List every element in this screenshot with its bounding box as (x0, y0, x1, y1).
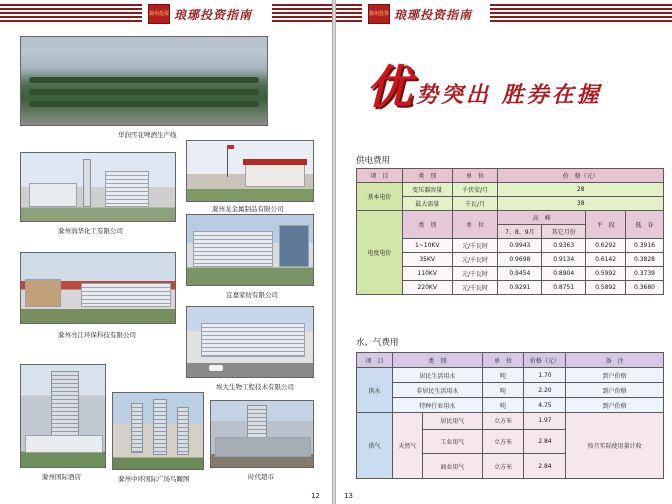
water-gas-price-table (356, 352, 664, 479)
header-unit: 单 位 (452, 169, 498, 183)
table-row (357, 383, 664, 398)
header-item: 项 目 (357, 169, 403, 183)
page-number-left: 12 (311, 492, 320, 500)
cell: 到户价格 (566, 398, 664, 413)
table-row (357, 239, 664, 253)
header-peak-summer: 7、8、9月 (498, 225, 542, 239)
cell: 元/千瓦时 (452, 253, 498, 267)
table-header-row (357, 169, 664, 183)
cell: 立方米 (482, 413, 524, 430)
cell: 0.9363 (542, 239, 586, 253)
header-title-box (362, 2, 490, 26)
gas-label: 供气 (357, 413, 393, 479)
header-flat: 平 段 (586, 211, 626, 239)
header-peak: 高 峰 (498, 211, 586, 225)
cell: 2.20 (524, 383, 566, 398)
cell: 居民生活用水 (392, 368, 482, 383)
header-note: 备 注 (566, 353, 664, 368)
cell: 0.9134 (542, 253, 586, 267)
cell: 居民用气 (422, 413, 482, 430)
header-price: 价 格（元） (498, 169, 664, 183)
table-row (357, 413, 664, 430)
left-page (0, 0, 332, 504)
header-peak-other: 其它月份 (542, 225, 586, 239)
header-unit: 单 位 (482, 353, 524, 368)
cell: 110KV (402, 267, 452, 281)
table-row (357, 267, 664, 281)
caption-lj: 滁州龙金属制品有限公司 (212, 205, 284, 213)
header-category: 类 别 (402, 169, 452, 183)
slogan-first-char: 优 (366, 60, 412, 114)
cell: 2.84 (524, 429, 566, 454)
cell: 4.75 (524, 398, 566, 413)
cell: 0.6142 (586, 253, 626, 267)
brewery-photo (20, 36, 268, 126)
cell: 1.70 (524, 368, 566, 383)
caption-plaza: 滁州中环国际广场鸟瞰图 (118, 475, 190, 483)
gas-type: 天然气 (392, 413, 422, 479)
cell: 元/千瓦时 (452, 239, 498, 253)
header-title-box (142, 2, 272, 26)
cell: 工业用气 (422, 429, 482, 454)
right-page (336, 0, 672, 504)
cell: 0.5992 (586, 267, 626, 281)
cell: 1~10KV (402, 239, 452, 253)
cell: 0.3680 (626, 281, 664, 295)
cell: 1.97 (524, 413, 566, 430)
cell: 商业用气 (422, 454, 482, 479)
cell: 元/千瓦时 (452, 267, 498, 281)
brand-logo-icon: 滁州投资 (368, 4, 390, 24)
cell: 立方米 (482, 429, 524, 454)
table-row (357, 398, 664, 413)
chem-company-photo (20, 152, 176, 222)
left-header (0, 0, 332, 28)
hotel-photo (20, 364, 106, 468)
cell: 0.3828 (626, 253, 664, 267)
power-price-table (356, 168, 664, 295)
cell: 最大需量 (402, 197, 452, 211)
slogan-rest: 势突出 胜券在握 (416, 81, 602, 108)
cell: 非居民生活用水 (392, 383, 482, 398)
header-item: 项 目 (357, 353, 393, 368)
cell: 0.9454 (498, 267, 542, 281)
cell: 特种行业用水 (392, 398, 482, 413)
table-row (357, 197, 664, 211)
caption-hotel: 滁州国际酒店 (42, 473, 81, 481)
supermarket-photo (210, 400, 314, 468)
caption-brewery: 华润雪花啤酒生产线 (118, 131, 177, 139)
water-label: 供水 (357, 368, 393, 413)
table-row (357, 253, 664, 267)
home-textile-photo (186, 214, 314, 286)
header-valley: 低 谷 (626, 211, 664, 239)
cell: 吨 (482, 368, 524, 383)
header-category: 类 别 (402, 211, 452, 239)
cell: 立方米 (482, 454, 524, 479)
water-gas-section-title: 水、气费用 (356, 338, 399, 348)
cell: 0.3739 (626, 267, 664, 281)
cell: 吨 (482, 398, 524, 413)
page-number-right: 13 (344, 492, 353, 500)
cell: 吨 (482, 383, 524, 398)
power-section-title: 供电费用 (356, 156, 391, 166)
table-header-row (357, 353, 664, 368)
cell: 到户价格 (566, 383, 664, 398)
slogan-title (366, 62, 666, 112)
cell: 0.9698 (498, 253, 542, 267)
basic-price-label: 基本电价 (357, 183, 403, 211)
caption-env: 滁州亮江环保科技有限公司 (58, 331, 136, 339)
bio-engineering-photo (186, 306, 314, 378)
energy-price-label: 电度电价 (357, 211, 403, 295)
table-row (357, 183, 664, 197)
cell: 28 (498, 183, 664, 197)
header-price: 价格（元） (524, 353, 566, 368)
brand-logo-icon: 滁州投资 (148, 4, 170, 24)
cell: 0.3916 (626, 239, 664, 253)
caption-home: 宜嘉家纺有限公司 (226, 291, 278, 299)
right-header (336, 0, 672, 28)
caption-chem: 滁州润华化工有限公司 (58, 227, 123, 235)
header-title: 琅琊投资指南 (174, 7, 253, 22)
gas-note: 按月实际使用量计收 (566, 413, 664, 479)
cell: 0.9943 (498, 239, 542, 253)
cell: 千伏安/月 (452, 183, 498, 197)
cell: 千瓦/月 (452, 197, 498, 211)
cell: 35KV (402, 253, 452, 267)
cell: 2.84 (524, 454, 566, 479)
header-unit: 单 位 (452, 211, 498, 239)
cell: 到户价格 (566, 368, 664, 383)
cell: 0.8904 (542, 267, 586, 281)
table-row (357, 368, 664, 383)
caption-market: 时代超市 (248, 473, 274, 481)
header-category: 类 别 (392, 353, 482, 368)
metal-company-photo (186, 140, 314, 202)
table-row (357, 211, 664, 225)
cell: 0.5892 (586, 281, 626, 295)
table-row (357, 281, 664, 295)
cell: 变压器容量 (402, 183, 452, 197)
caption-bio: 埃大生物工程技术有限公司 (216, 383, 294, 391)
cell: 38 (498, 197, 664, 211)
cell: 0.9291 (498, 281, 542, 295)
cell: 220KV (402, 281, 452, 295)
env-tech-photo (20, 252, 176, 324)
cell: 0.8751 (542, 281, 586, 295)
cell: 元/千瓦时 (452, 281, 498, 295)
header-title: 琅琊投资指南 (394, 7, 473, 22)
cell: 0.6292 (586, 239, 626, 253)
plaza-aerial-photo (112, 392, 204, 470)
